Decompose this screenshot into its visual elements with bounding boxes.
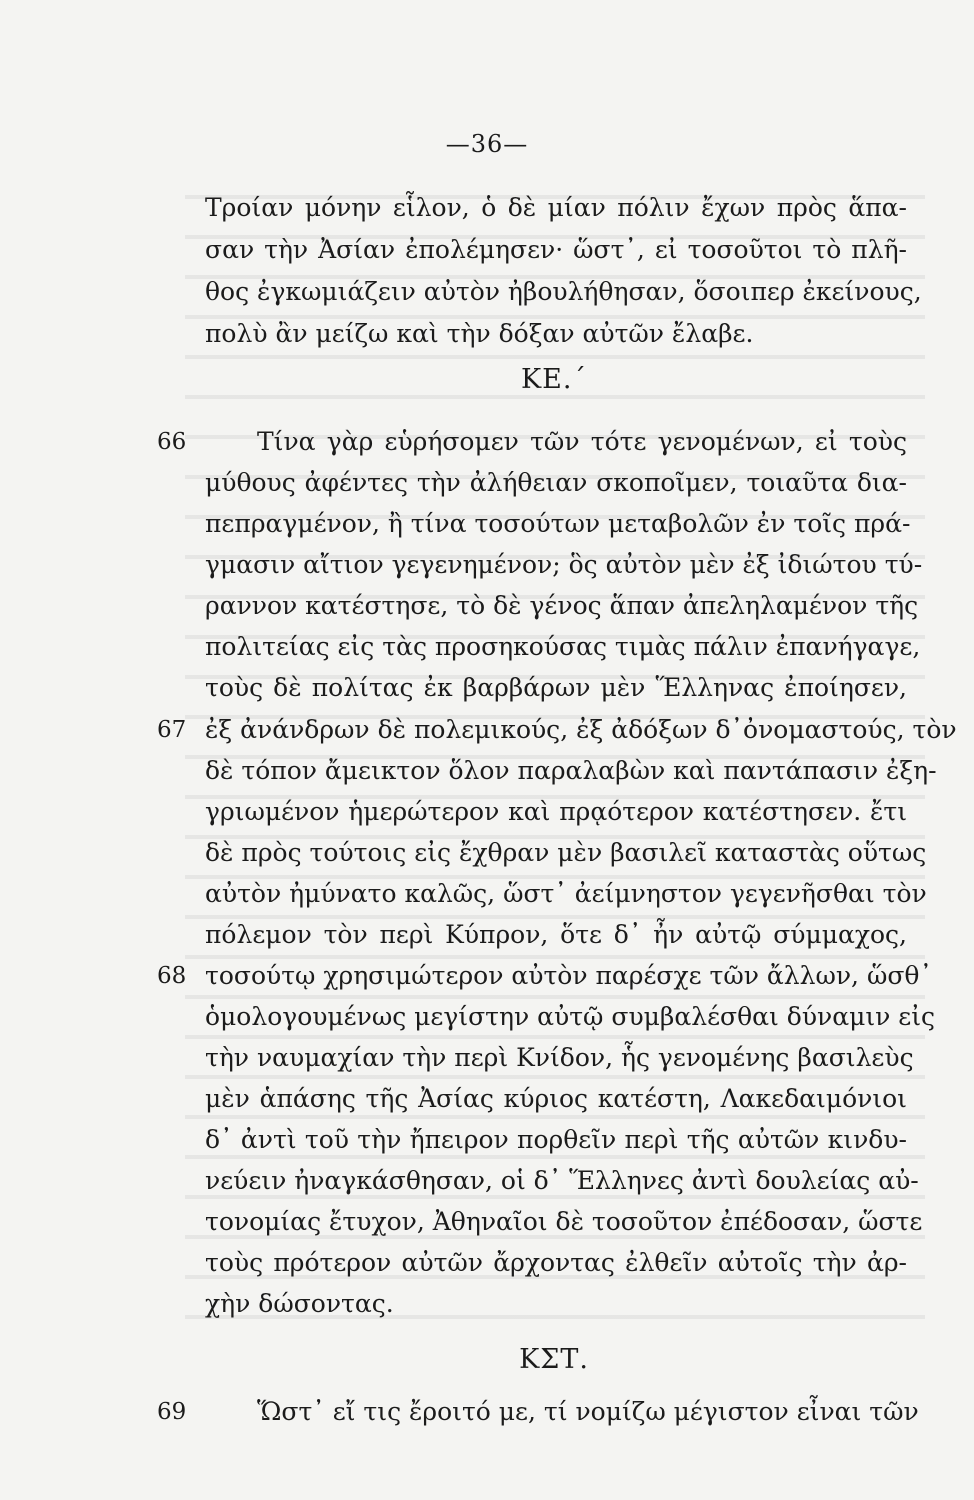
text-line: σαν τὴν Ἀσίαν ἐπολέμησεν· ὥστ᾽, εἰ τοσοῦτοι τὸ πλῆ- xyxy=(205,235,907,264)
text-line: γμασιν αἴτιον γεγενημένον; ὃς αὐτὸν μὲν ἐξ ἰδιώτου τύ- xyxy=(205,550,923,579)
margin-number: 68 xyxy=(157,963,187,989)
text-line: τοὺς πρότερον αὐτῶν ἄρχοντας ἐλθεῖν αὐτοῖς τὴν ἀρ- xyxy=(205,1248,907,1277)
section-heading: ΚΣΤ. xyxy=(519,1344,589,1375)
text-line: ραννον κατέστησε, τὸ δὲ γένος ἅπαν ἀπεληλαμένον τῆς xyxy=(205,591,919,620)
section-heading: ΚΕ.΄ xyxy=(521,364,587,395)
text-line: πεπραγμένον, ἢ τίνα τοσούτων μεταβολῶν ἐν τοῖς πρά- xyxy=(205,509,911,538)
text-line: χὴν δώσοντας. xyxy=(205,1289,394,1318)
margin-number: 67 xyxy=(157,717,187,743)
text-line: ὁμολογουμένως μεγίστην αὐτῷ συμβαλέσθαι δύναμιν εἰς xyxy=(205,1002,936,1031)
margin-number: 66 xyxy=(157,429,187,455)
text-line: τονομίας ἔτυχον, Ἀθηναῖοι δὲ τοσοῦτον ἐπέδοσαν, ὥστε xyxy=(205,1207,923,1236)
text-line: τὴν ναυμαχίαν τὴν περὶ Κνίδον, ἧς γενομένης βασιλεὺς xyxy=(205,1043,914,1072)
text-line: τοὺς δὲ πολίτας ἐκ βαρβάρων μὲν Ἕλληνας ἐποίησεν, xyxy=(205,673,907,702)
text-line: μύθους ἀφέντες τὴν ἀλήθειαν σκοποῖμεν, τοιαῦτα δια- xyxy=(205,468,907,497)
text-line: πολιτείας εἰς τὰς προσηκούσας τιμὰς πάλιν ἐπανήγαγε, xyxy=(205,632,921,661)
page-number: —36— xyxy=(445,130,529,158)
text-line: γριωμένον ἡμερώτερον καὶ πρᾳότερον κατέστησεν. ἔτι xyxy=(205,797,907,826)
text-line: δὲ πρὸς τούτοις εἰς ἔχθραν μὲν βασιλεῖ καταστὰς οὕτως xyxy=(205,838,927,867)
text-line: Τροίαν μόνην εἷλον, ὁ δὲ μίαν πόλιν ἔχων πρὸς ἅπα- xyxy=(205,193,907,222)
text-line: θος ἐγκωμιάζειν αὐτὸν ἠβουλήθησαν, ὅσοιπερ ἐκείνους, xyxy=(205,277,922,306)
margin-number: 69 xyxy=(157,1399,187,1425)
text-line: ἐξ ἀνάνδρων δὲ πολεμικούς, ἐξ ἀδόξων δ᾽ὀνομαστούς, τὸν xyxy=(205,715,957,744)
text-line: Ὥστ᾽ εἴ τις ἔροιτό με, τί νομίζω μέγιστον εἶναι τῶν xyxy=(257,1397,919,1426)
text-line: Τίνα γὰρ εὑρήσομεν τῶν τότε γενομένων, εἰ τοὺς xyxy=(257,427,907,456)
text-line: πολὺ ἂν μείζω καὶ τὴν δόξαν αὐτῶν ἔλαβε. xyxy=(205,319,754,348)
text-line: δ᾽ ἀντὶ τοῦ τὴν ἤπειρον πορθεῖν περὶ τῆς αὐτῶν κινδυ- xyxy=(205,1125,907,1154)
text-line: μὲν ἁπάσης τῆς Ἀσίας κύριος κατέστη, Λακεδαιμόνιοι xyxy=(205,1084,907,1113)
text-line: αὐτὸν ἠμύνατο καλῶς, ὥστ᾽ ἀείμνηστον γεγενῆσθαι τὸν xyxy=(205,879,927,908)
text-line: δὲ τόπον ἄμεικτον ὅλον παραλαβὼν καὶ παντάπασιν ἐξη- xyxy=(205,756,937,785)
text-line: νεύειν ἠναγκάσθησαν, οἱ δ᾽ Ἕλληνες ἀντὶ δουλείας αὐ- xyxy=(205,1166,919,1195)
text-line: πόλεμον τὸν περὶ Κύπρον, ὅτε δ᾽ ἦν αὐτῷ σύμμαχος, xyxy=(205,920,907,949)
text-line: τοσούτῳ χρησιμώτερον αὐτὸν παρέσχε τῶν ἄλλων, ὥσθ᾽ xyxy=(205,961,932,990)
